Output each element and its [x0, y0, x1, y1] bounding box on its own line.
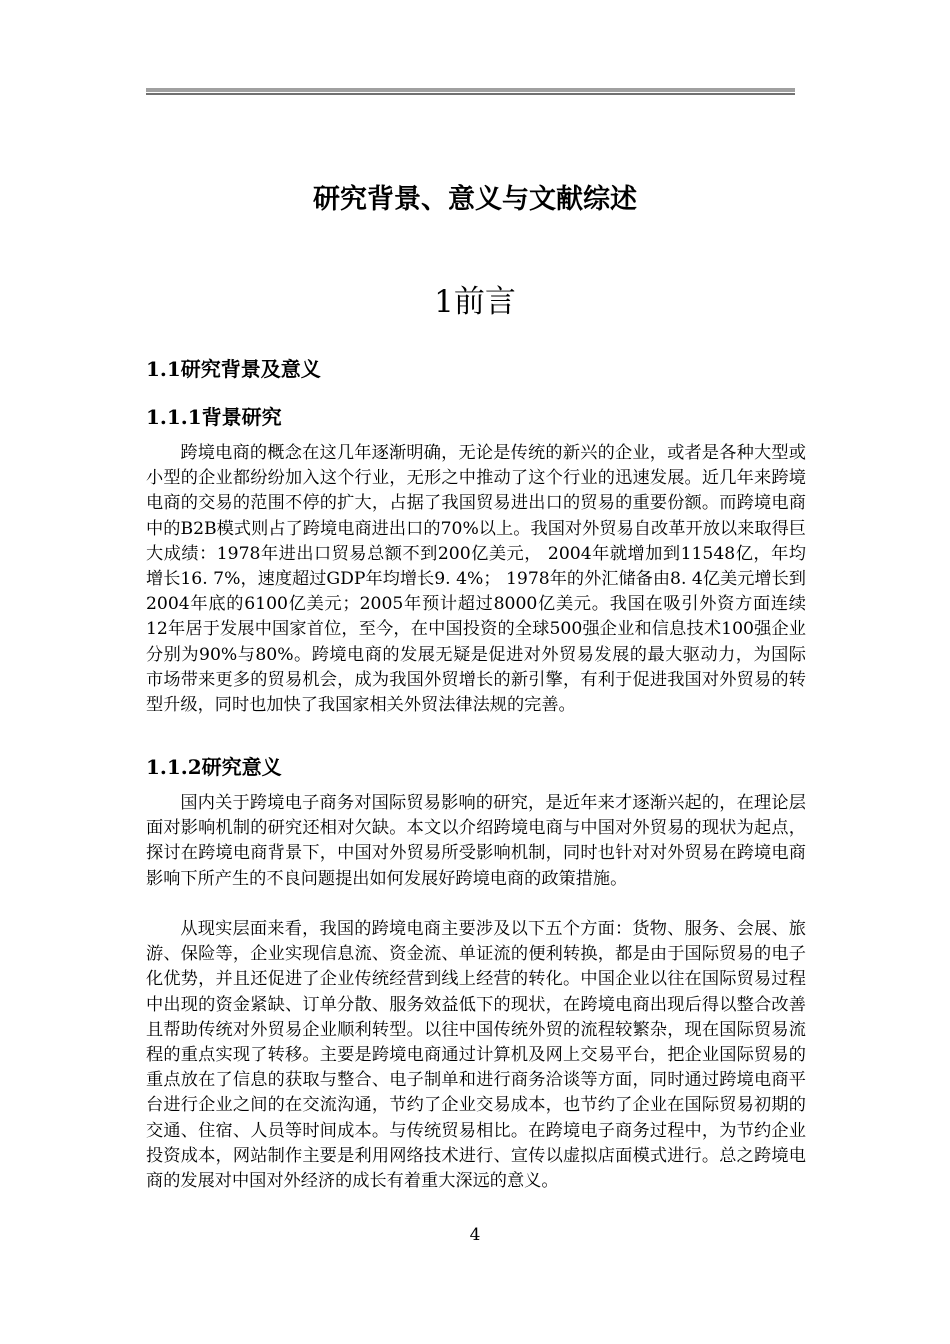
- subsection-heading-1-1-2: 1.1.2研究意义: [146, 755, 282, 779]
- paragraph-significance-practice: 从现实层面来看，我国的跨境电商主要涉及以下五个方面：货物、服务、会展、旅游、保险等，企业实现信息流、资金流、单证流的便利转换，都是由于国际贸易的电子化优势，并且还促进了企业传统经营到线上经营的转化。中国企业以往在国际贸易过程中出现的资金紧缺、订单分散、服务效益低下的现状，在跨境电商出现后得以整合改善且帮助传统对外贸易企业顺利转型。以往中国传统外贸的流程较繁杂，现在国际贸易流程的重点实现了转移。主要是跨境电商通过计算机及网上交易平台，把企业国际贸易的重点放在了信息的获取与整合、电子制单和进行商务洽谈等方面，同时通过跨境电商平台进行企业之间的在交流沟通，节约了企业交易成本，也节约了企业在国际贸易初期的交通、住宿、人员等时间成本。与传统贸易相比。在跨境电子商务过程中，为节约企业投资成本，网站制作主要是利用网络技术进行、宣传以虚拟店面模式进行。总之跨境电商的发展对中国对外经济的成长有着重大深远的意义。: [146, 919, 806, 1192]
- page-number: 4: [469, 1225, 481, 1245]
- paragraph-significance-theory: 国内关于跨境电子商务对国际贸易影响的研究，是近年来才逐渐兴起的，在理论层面对影响机制的研究还相对欠缺。本文以介绍跨境电商与中国对外贸易的现状为起点，探讨在跨境电商背景下，中国对外贸易所受影响机制，同时也针对对外贸易在跨境电商影响下所产生的不良问题提出如何发展好跨境电商的政策措施。: [146, 793, 806, 889]
- document-title: 研究背景、意义与文献综述: [313, 184, 637, 215]
- header-rule-bottom: [146, 93, 795, 95]
- chapter-title: 1前言: [434, 284, 516, 320]
- header-rule-top: [146, 88, 795, 92]
- subsection-heading-1-1-1: 1.1.1背景研究: [146, 405, 282, 429]
- paragraph-background: 跨境电商的概念在这几年逐渐明确，无论是传统的新兴的企业，或者是各种大型或小型的企业都纷纷加入这个行业，无形之中推动了这个行业的迅速发展。近几年来跨境电商的交易的范围不停的扩大，占据了我国贸易进出口的贸易的重要份额。而跨境电商中的B2B模式则占了跨境电商进出口的70%以上。我国对外贸易自改革开放以来取得巨大成绩：1978年进出口贸易总额不到200亿美元， 2004年就增加到11548亿，年均增长16. 7%，速度超过GDP年均增长9. 4%； 1978年的外汇储备由8. 4亿美元增长到2004年底的6100亿美元；2005年预计超过8000亿美元。我国在吸引外资方面连续12年居于发展中国家首位，至今，在中国投资的全球500强企业和信息技术100强企业分别为90%与80%。跨境电商的发展无疑是促进对外贸易发展的最大驱动力，为国际市场带来更多的贸易机会，成为我国外贸增长的新引擎，有利于促进我国对外贸易的转型升级，同时也加快了我国家相关外贸法律法规的完善。: [146, 443, 806, 716]
- section-heading-1-1: 1.1研究背景及意义: [146, 357, 321, 381]
